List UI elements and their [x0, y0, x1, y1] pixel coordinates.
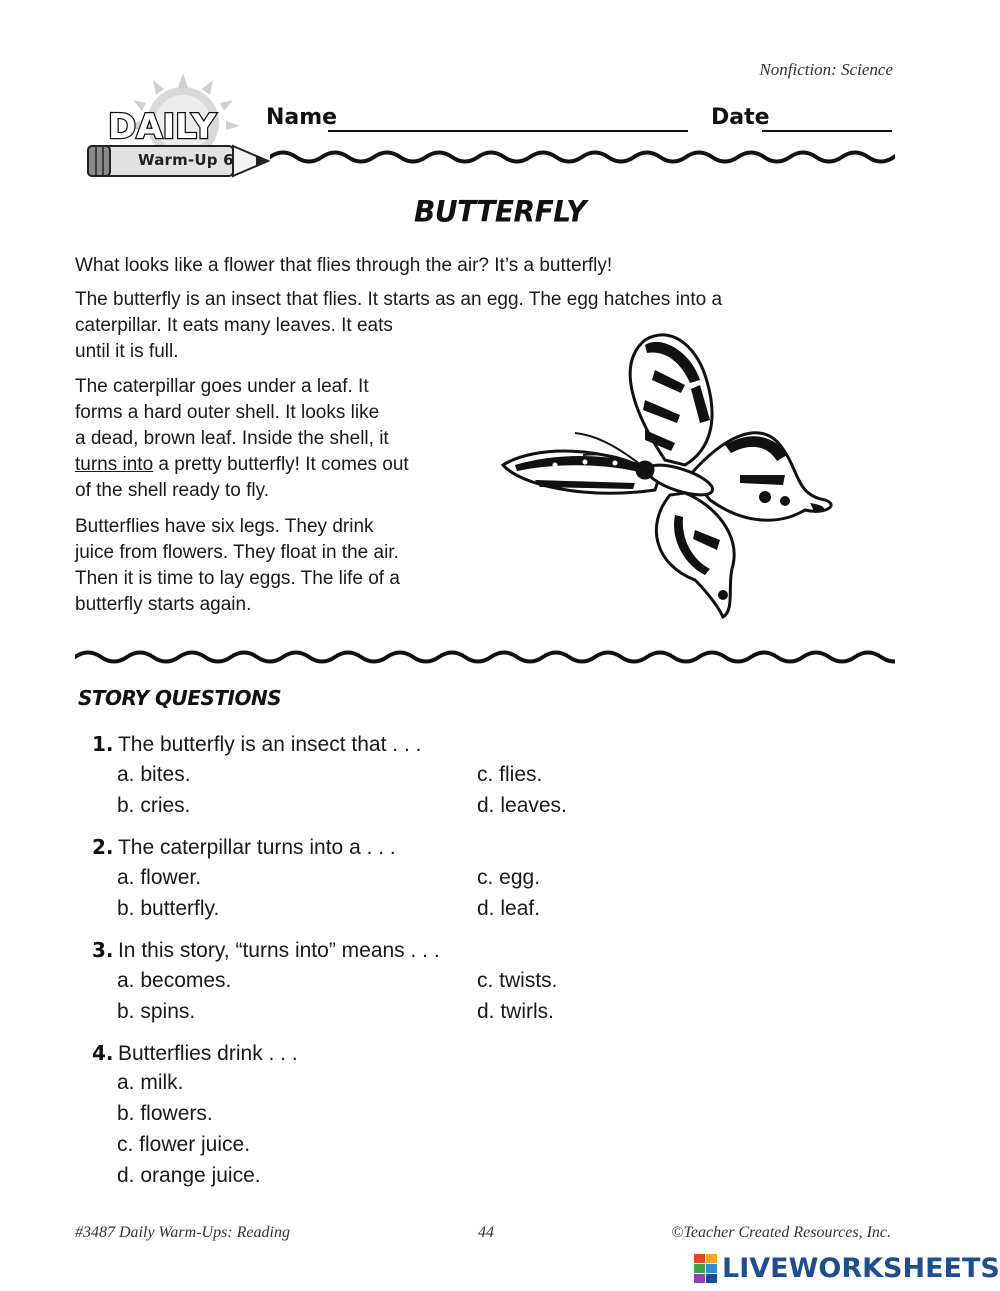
daily-title: DAILY: [108, 107, 217, 147]
paragraph-1: What looks like a flower that flies through the air? It’s a butterfly!: [75, 255, 613, 276]
answer-3b[interactable]: b. spins.: [117, 1000, 196, 1023]
answer-3a[interactable]: a. becomes.: [117, 969, 232, 992]
answer-4d[interactable]: d. orange juice.: [117, 1164, 261, 1187]
name-label: Name: [266, 105, 338, 130]
date-label: Date: [711, 105, 770, 130]
question-4: 4. Butterflies drink . . .: [92, 1041, 298, 1065]
answer-1d[interactable]: d. leaves.: [477, 794, 567, 817]
liveworksheets-logo-icon: [694, 1254, 718, 1284]
wavy-divider-middle: [75, 645, 895, 669]
paragraph-2: The butterfly is an insect that flies. It starts as an egg. The egg hatches into a caterpillar. It eats many leaves. It eats until it is full.: [75, 289, 723, 362]
story-title: BUTTERFLY: [414, 194, 586, 229]
answer-2d[interactable]: d. leaf.: [477, 897, 541, 920]
page-number: 44: [478, 1224, 494, 1241]
answer-2a[interactable]: a. flower.: [117, 866, 202, 889]
answer-4c[interactable]: c. flower juice.: [117, 1133, 251, 1156]
vocab-turns-into: turns into: [75, 454, 154, 475]
question-2: 2. The caterpillar turns into a . . .: [92, 835, 396, 859]
daily-warmup-badge: [78, 68, 278, 188]
liveworksheets-brand[interactable]: LIVEWORKSHEETS: [722, 1253, 1000, 1284]
answer-2b[interactable]: b. butterfly.: [117, 897, 220, 920]
answer-1c[interactable]: c. flies.: [477, 763, 543, 786]
answer-4b[interactable]: b. flowers.: [117, 1102, 213, 1125]
answer-1b[interactable]: b. cries.: [117, 794, 191, 817]
answer-3d[interactable]: d. twirls.: [477, 1000, 555, 1023]
warmup-number: Warm-Up 6: [138, 151, 234, 169]
category-label: Nonfiction: Science: [759, 60, 893, 79]
answer-1a[interactable]: a. bites.: [117, 763, 191, 786]
wavy-divider-top: [270, 145, 895, 169]
answer-2c[interactable]: c. egg.: [477, 866, 541, 889]
question-3: 3. In this story, “turns into” means . . .: [92, 938, 440, 962]
question-1: 1. The butterfly is an insect that . . .: [92, 732, 422, 756]
story-questions-heading: STORY QUESTIONS: [78, 686, 282, 710]
paragraph-3: The caterpillar goes under a leaf. It forms a hard outer shell. It looks like a dead, brown leaf. Inside the shell, it turns into a pretty butterfly! It comes out of the shell ready to fly.: [75, 376, 409, 501]
footer-copyright: ©Teacher Created Resources, Inc.: [671, 1224, 891, 1241]
footer-book-title: #3487 Daily Warm-Ups: Reading: [75, 1224, 290, 1241]
date-field[interactable]: [762, 130, 892, 132]
name-field[interactable]: [328, 130, 688, 132]
answer-3c[interactable]: c. twists.: [477, 969, 558, 992]
answer-4a[interactable]: a. milk.: [117, 1071, 184, 1094]
butterfly-illustration: [495, 325, 850, 625]
paragraph-4: Butterflies have six legs. They drink juice from flowers. They float in the air. Then it is time to lay eggs. The life of a butterfly starts again.: [75, 516, 400, 615]
